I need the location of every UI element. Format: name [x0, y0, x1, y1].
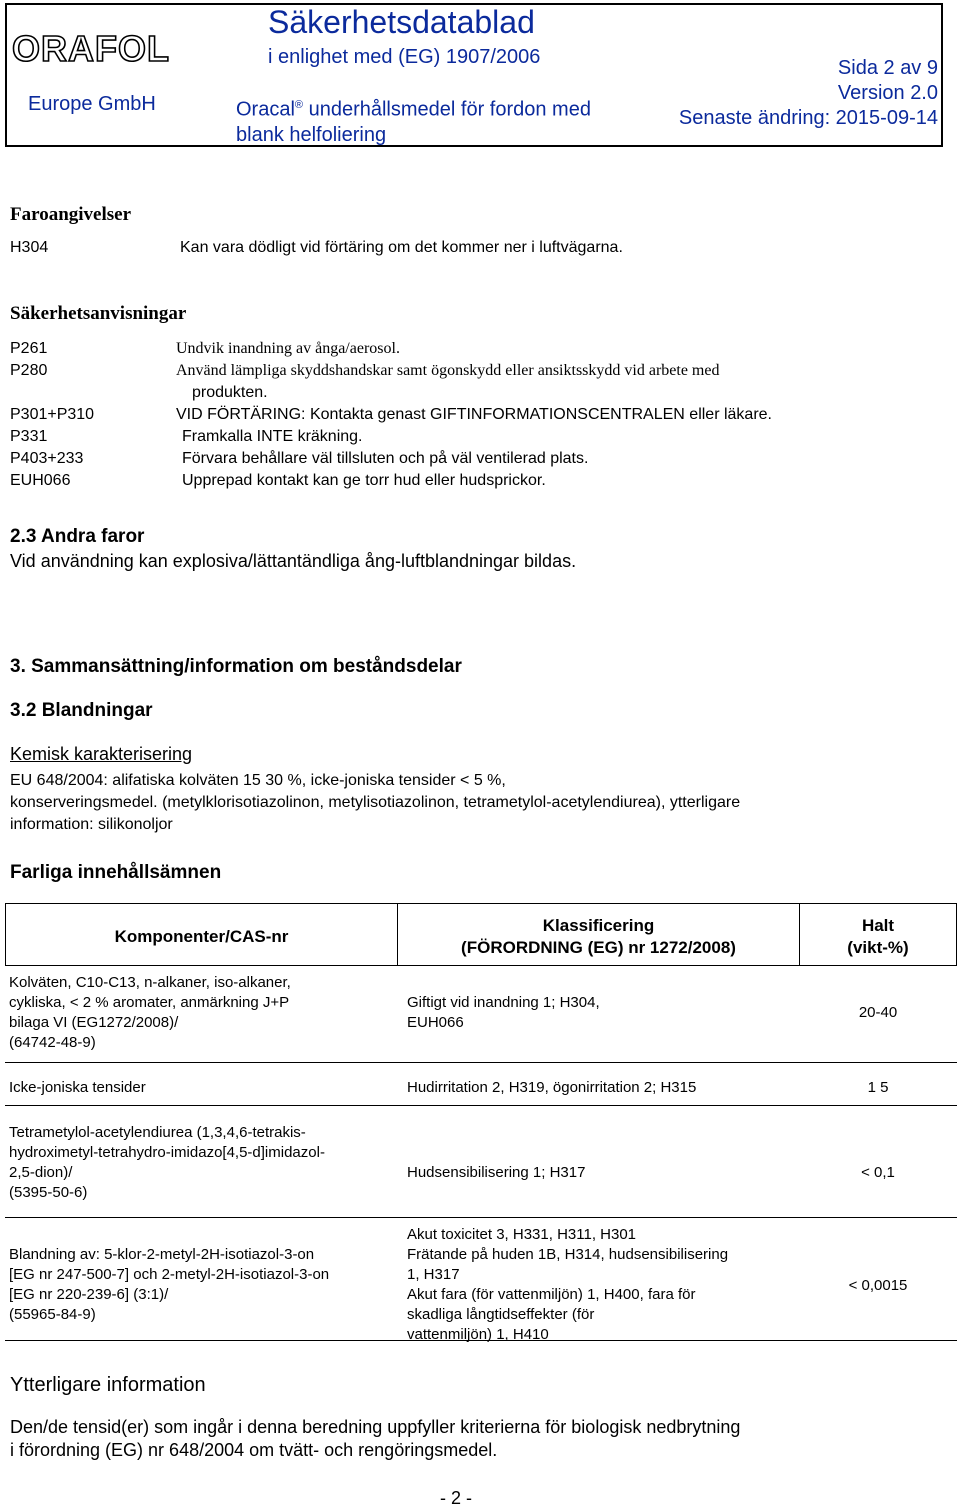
further-info-heading: Ytterligare information [10, 1374, 206, 1396]
column-header-component: Komponenter/CAS-nr [114, 927, 289, 946]
precaution-code: P280 [10, 362, 48, 379]
precaution-code: P331 [10, 428, 48, 445]
precaution-code: P301+P310 [10, 406, 95, 423]
svg-text:ORAFOL: ORAFOL [12, 28, 170, 68]
table-row-content: 1 5 [867, 1079, 889, 1096]
hazard-text: Kan vara dödligt vid förtäring om det kommer ner i luftvägarna. [180, 239, 623, 256]
revision-date: Senaste ändring: 2015-09-14 [678, 107, 938, 129]
table-row-component: Blandning av: 5-klor-2-metyl-2H-isotiazol-3-on [EG nr 247-500-7] och 2-metyl-2H-isotiazol-3-on [EG nr 220-239-6] (3:1)/ (55965-84-9) [9, 1246, 330, 1323]
precaution-code: P261 [10, 340, 48, 357]
table-row-classification: Hudsensibilisering 1; H317 [407, 1164, 586, 1181]
other-hazards-text: Vid användning kan explosiva/lättantändliga ång-luftblandningar bildas. [10, 551, 577, 571]
precaution-code [10, 382, 94, 404]
orafol-logo [12, 28, 192, 68]
table-row-component: Kolväten, C10-C13, n-alkaner, iso-alkaner, cykliska, < 2 % aromater, anmärkning J+P bilaga VI (EG1272/2008)/ (64742-48-9) [9, 974, 291, 1051]
regulation-ref: i enlighet med (EG) 1907/2006 [268, 46, 541, 68]
precaution-texts [176, 338, 936, 492]
precaution-text: Använd lämpliga skyddshandskar samt ögonskydd eller ansiktsskydd vid arbete med [176, 362, 720, 379]
chemical-characterization-heading: Kemisk karakterisering [10, 744, 193, 764]
chemical-characterization-text: EU 648/2004: alifatiska kolväten 15 30 %, icke-joniska tensider < 5 %, konserveringsmedel. (metylklorisotiazolinon, metylisotiazolinon, tetrametylol-acetylendiurea), ytterligare information: silikonoljor [10, 772, 741, 833]
precaution-text: Förvara behållare väl tillsluten och på väl ventilerad plats. [182, 450, 589, 467]
precaution-heading: Säkerhetsanvisningar [10, 303, 187, 324]
other-hazards-heading: 2.3 Andra faror [10, 526, 145, 547]
precaution-text: Framkalla INTE kräkning. [182, 428, 363, 445]
table-row-component: Tetrametylol-acetylendiurea (1,3,4,6-tetrakis- hydroximetyl-tetrahydro-imidazo[4,5-d]imidazol- 2,5-dion)/ (5395-50-6) [9, 1124, 325, 1201]
further-info-text: Den/de tensid(er) som ingår i denna beredning uppfyller kriterierna för biologisk nedbrytning i förordning (EG) nr 648/2004 om tvätt- och rengöringsmedel. [10, 1417, 741, 1460]
column-header-content: Halt (vikt-%) [847, 916, 909, 957]
table-row-classification: Akut toxicitet 3, H331, H311, H301 Frätande på huden 1B, H314, hudsensibilisering 1, H317 Akut fara (för vattenmiljön) 1, H400, fara för skadliga långtidseffekter (för vattenmiljön) 1, H410 [407, 1226, 729, 1343]
company-name: Europe GmbH [28, 93, 156, 115]
column-header-classification: Klassificering (FÖRORDNING (EG) nr 1272/2008) [461, 916, 736, 957]
document-meta [679, 56, 938, 131]
table-row-content: < 0,1 [861, 1164, 895, 1181]
table-row-component: Icke-joniska tensider [9, 1079, 146, 1096]
table-row-divider [5, 1217, 957, 1218]
table-row-classification: Hudirritation 2, H319, ögonirritation 2; H315 [407, 1079, 697, 1096]
table-row-content: < 0,0015 [848, 1277, 908, 1294]
precaution-codes [10, 338, 94, 492]
table-row-divider [5, 1340, 957, 1341]
table-row-divider [5, 1062, 957, 1063]
precaution-text: VID FÖRTÄRING: Kontakta genast GIFTINFORMATIONSCENTRALEN eller läkare. [176, 406, 772, 423]
page-indicator: Sida 2 av 9 [837, 57, 938, 79]
table-row-divider [5, 1105, 957, 1106]
hazardous-ingredients-heading: Farliga innehållsämnen [10, 862, 222, 883]
mixtures-heading: 3.2 Blandningar [10, 700, 153, 721]
version-label: Version 2.0 [837, 82, 938, 104]
hazard-heading: Faroangivelser [10, 204, 132, 225]
document-title: Säkerhetsdatablad [268, 4, 535, 40]
precaution-code: P403+233 [10, 450, 84, 467]
precaution-code: EUH066 [10, 472, 71, 489]
product-name: Oracal® underhållsmedel för fordon med blank helfoliering [236, 98, 591, 146]
table-row-content: 20-40 [858, 1004, 898, 1021]
hazard-code: H304 [10, 239, 49, 256]
page-number: - 2 - [440, 1488, 473, 1508]
section3-heading: 3. Sammansättning/information om beståndsdelar [10, 656, 462, 677]
precaution-text: produkten. [192, 384, 268, 401]
table-row-classification: Giftigt vid inandning 1; H304, EUH066 [407, 994, 600, 1031]
precaution-text: Upprepad kontakt kan ge torr hud eller hudsprickor. [182, 472, 546, 489]
precaution-text: Undvik inandning av ånga/aerosol. [176, 340, 400, 357]
